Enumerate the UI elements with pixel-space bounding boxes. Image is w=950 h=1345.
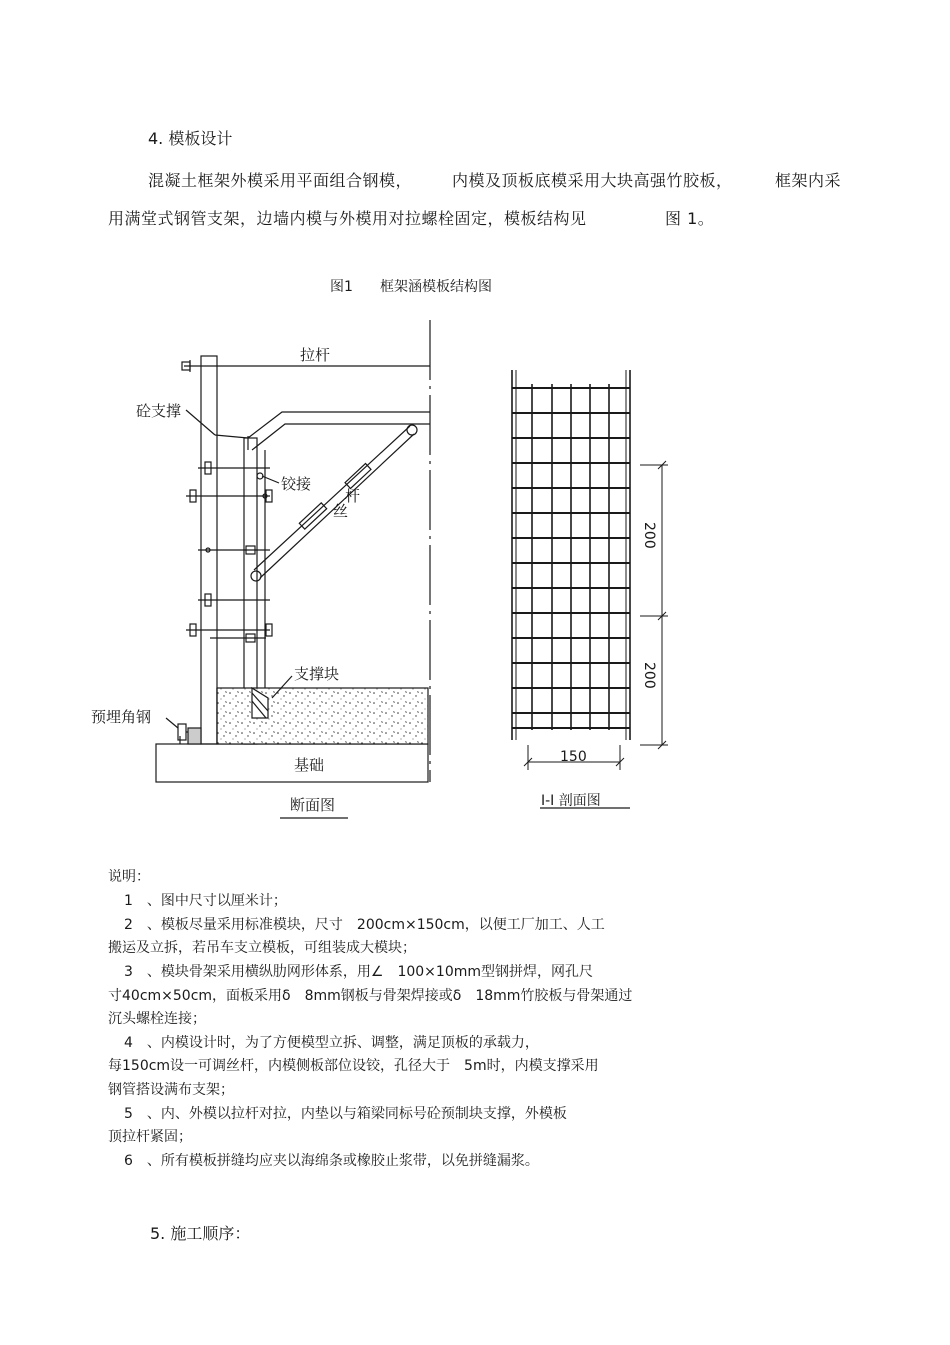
note-6: 6 、所有模板拼缝均应夹以海绵条或橡胶止浆带，以免拼缝漏浆。 [124, 1153, 539, 1169]
note-5-line-b: 顶拉杆紧固； [108, 1129, 192, 1145]
base-concrete [217, 688, 428, 744]
label-si: 丝 [333, 502, 349, 520]
paragraph-line-2a: 用满堂式钢管支架，边墙内模与外模用对拉螺栓固定，模板结构见 [108, 209, 587, 228]
note-3-line-a: 3 、模块骨架采用横纵肋网形体系，用∠ 100×10mm型钢拼焊，网孔尺 [124, 964, 593, 980]
note-2-line-a: 2 、模板尽量采用标准模块，尺寸 200cm×150cm，以便工厂加工、人工 [124, 917, 605, 933]
cross-section-drawing [156, 320, 430, 818]
figure-caption-title: 框架涵模板结构图 [380, 279, 492, 295]
note-2-line-b: 搬运及立拆，若吊车支立模板，可组装成大模块； [108, 940, 416, 956]
label-pull-rod: 拉杆 [300, 346, 331, 364]
label-gan: 杆 [345, 487, 361, 505]
paragraph-line-1c: 框架内采 [775, 171, 842, 190]
note-1: 1 、图中尺寸以厘米计； [124, 893, 287, 909]
paragraph-line-1b: 内模及顶板底模采用大块高强竹胶板， [452, 171, 733, 190]
note-4-line-b: 每150cm设一可调丝杆，内模侧板部位设铰，孔径大于 5m时，内模支撑采用 [108, 1058, 599, 1074]
embedded-angle-steel [178, 724, 186, 740]
note-3-line-c: 沉头螺栓连接； [108, 1011, 206, 1027]
label-hinge: 铰接 [281, 475, 312, 493]
section-5-heading: 5. 施工顺序： [150, 1224, 251, 1243]
label-profile-title: I-I 剖面图 [541, 793, 601, 809]
paragraph-line-2b: 图 1。 [665, 209, 715, 228]
note-5-line-a: 5 、内、外模以拉杆对拉，内垫以与箱梁同标号砼预制块支撑，外模板 [124, 1106, 567, 1122]
section-4-heading: 4. 模板设计 [148, 129, 233, 148]
note-3-line-b: 寸40cm×50cm，面板采用δ 8mm钢板与骨架焊接或δ 18mm竹胶板与骨架通过 [108, 988, 633, 1004]
figure-caption-number: 图1 [330, 279, 353, 295]
label-embedded-angle: 预埋角钢 [91, 708, 152, 726]
foundation-block [156, 744, 428, 782]
dimension-lines [524, 461, 668, 770]
label-section-title: 断面图 [290, 796, 336, 814]
label-concrete-support: 砼支撑 [136, 402, 182, 420]
paragraph-line-1a: 混凝土框架外模采用平面组合钢模， [148, 171, 413, 190]
profile-grid-drawing [512, 370, 668, 808]
note-4-line-c: 钢管搭设满布支架； [108, 1082, 234, 1098]
formwork-structure-figure [0, 300, 950, 860]
note-4-line-a: 4 、内模设计时，为了方便模型立拆、调整，满足顶板的承载力， [124, 1035, 539, 1051]
label-dim-200-lower: 200 [641, 662, 657, 689]
label-support-block: 支撑块 [294, 665, 340, 683]
label-dim-150: 150 [560, 749, 587, 765]
tie-bolts [186, 462, 272, 642]
label-foundation: 基础 [294, 756, 325, 774]
notes-title: 说明： [108, 869, 150, 885]
label-dim-200-upper: 200 [641, 522, 657, 549]
